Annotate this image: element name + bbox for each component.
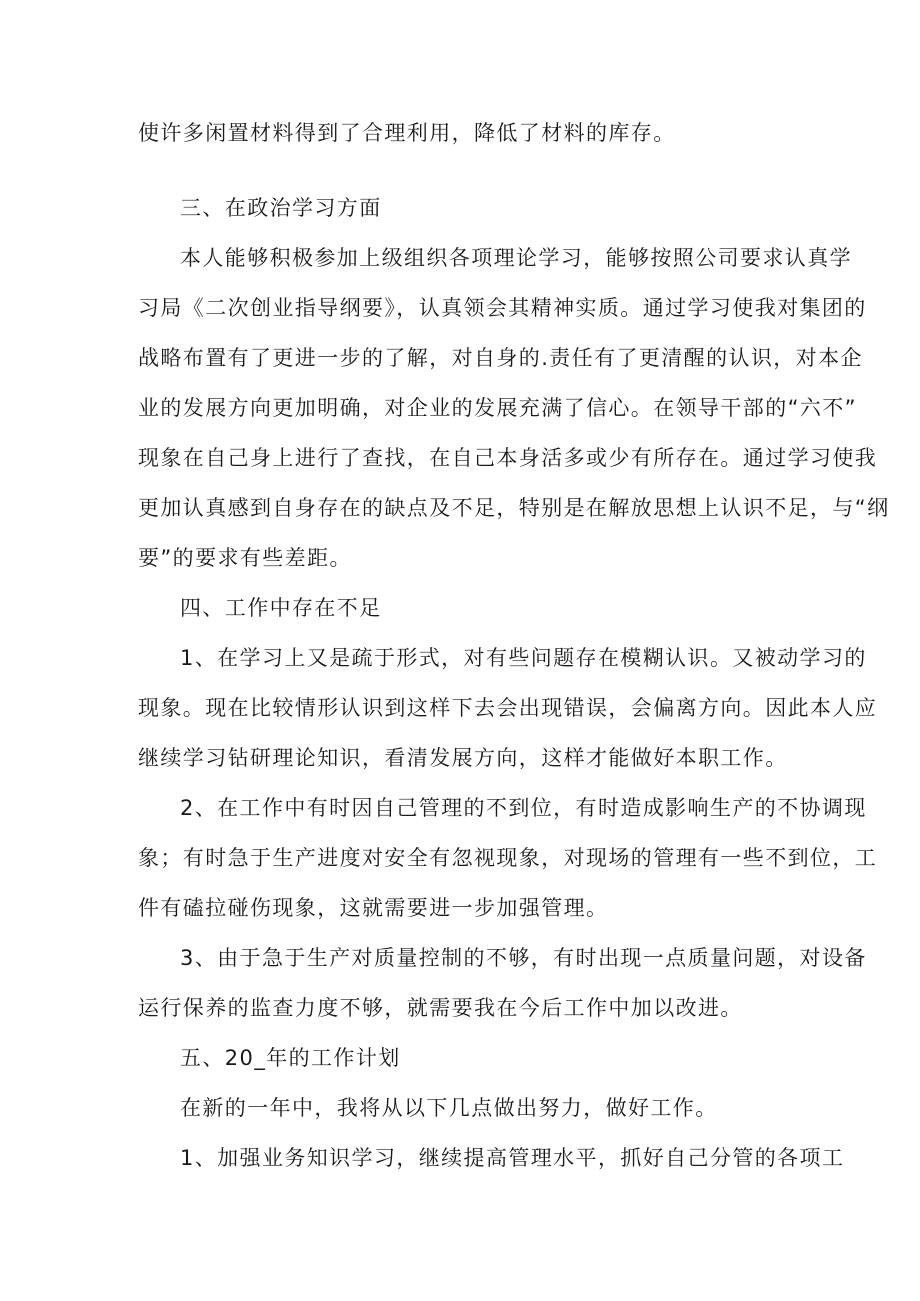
paragraph-line: 1、在学习上又是疏于形式，对有些问题存在模糊认识。又被动学习的	[180, 646, 867, 670]
paragraph-line: 业的发展方向更加明确，对企业的发展充满了信心。在领导干部的“六不”	[138, 396, 857, 420]
paragraph-line: 3、由于急于生产对质量控制的不够，有时出现一点质量问题，对设备	[180, 946, 867, 970]
paragraph-line: 2、在工作中有时因自己管理的不到位，有时造成影响生产的不协调现	[180, 796, 867, 820]
paragraph-line: 现象。现在比较情形认识到这样下去会出现错误，会偏离方向。因此本人应	[138, 696, 878, 720]
section-heading: 五、20_年的工作计划	[180, 1046, 401, 1070]
paragraph-line: 继续学习钻研理论知识，看清发展方向，这样才能做好本职工作。	[138, 746, 788, 770]
paragraph-line: 战略布置有了更进一步的了解，对自身的.责任有了更清醒的认识，对本企	[138, 346, 863, 370]
paragraph-line: 更加认真感到自身存在的缺点及不足，特别是在解放思想上认识不足，与“纲	[138, 496, 890, 520]
paragraph-line: 本人能够积极参加上级组织各项理论学习，能够按照公司要求认真学	[180, 246, 852, 270]
paragraph-line: 要”的要求有些差距。	[138, 546, 352, 570]
paragraph-line: 件有磕拉碰伤现象，这就需要进一步加强管理。	[138, 896, 609, 920]
paragraph-line: 在新的一年中，我将从以下几点做出努力，做好工作。	[180, 1096, 718, 1120]
section-heading: 四、工作中存在不足	[180, 596, 382, 620]
paragraph-line: 1、加强业务知识学习，继续提高管理水平，抓好自己分管的各项工	[180, 1146, 845, 1170]
paragraph-line: 象；有时急于生产进度对安全有忽视现象，对现场的管理有一些不到位，工	[138, 846, 878, 870]
paragraph-line: 运行保养的监查力度不够，就需要我在今后工作中加以改进。	[138, 996, 743, 1020]
paragraph-line: 习局《二次创业指导纲要》，认真领会其精神实质。通过学习使我对集团的	[138, 296, 867, 320]
paragraph-line: 现象在自己身上进行了查找，在自己本身活多或少有所存在。通过学习使我	[138, 446, 878, 470]
paragraph-line: 使许多闲置材料得到了合理利用，降低了材料的库存。	[138, 121, 676, 145]
section-heading: 三、在政治学习方面	[180, 196, 382, 220]
